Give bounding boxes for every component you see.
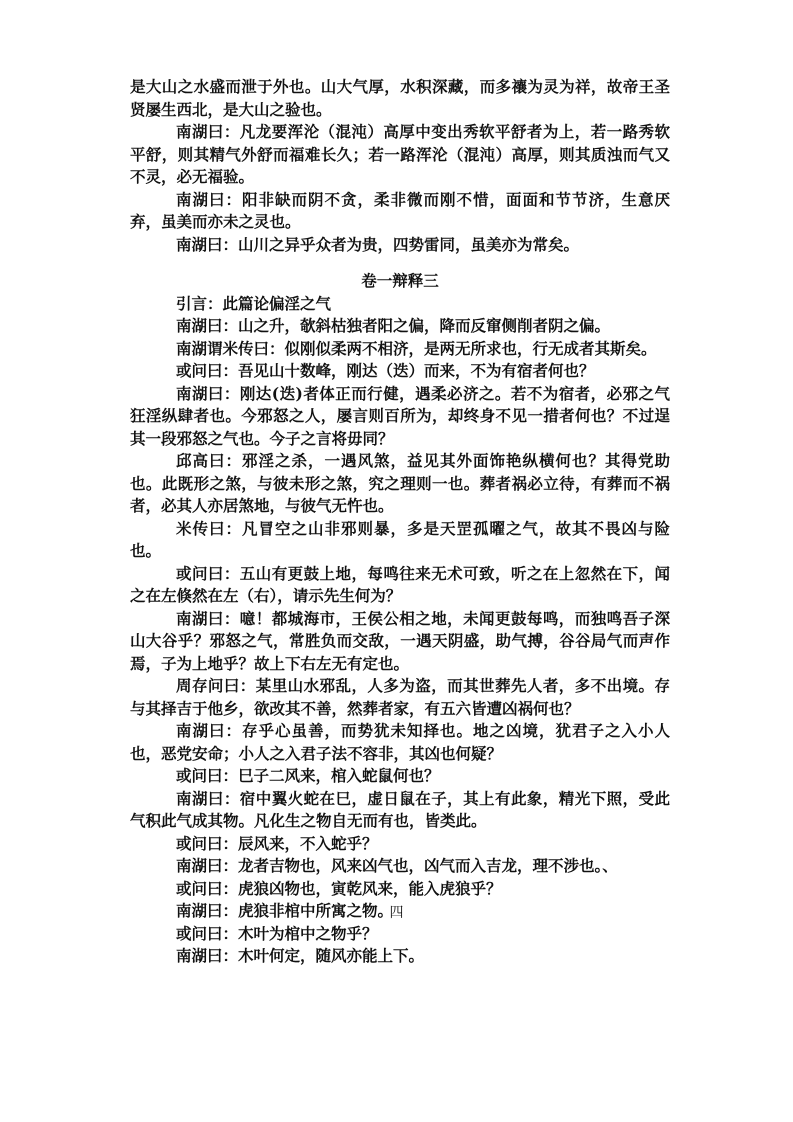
paragraph: 是大山之水盛而泄于外也。山大气厚，水积深藏，而多禳为灵为祥，故帝王圣贤屡生西北，是大山之验也。 <box>130 77 670 119</box>
paragraph: 邱高曰：邪淫之杀，一遇风煞，益见其外面饰艳纵横何也？其得党助也。此既形之煞，与彼未形之煞，究之理则一也。葬者祸必立待，有葬而不祸者，必其人亦居煞地，与彼气无忤也。 <box>130 451 670 515</box>
paragraph: 南湖曰：山川之异乎众者为贵，四势雷同，虽美亦为常矣。 <box>176 234 580 254</box>
paragraph: 或问曰：木叶为棺中之物乎？ <box>176 923 378 943</box>
paragraph: 南湖曰：龙者吉物也，风来凶气也，凶气而入吉龙，理不涉也。、 <box>176 856 618 875</box>
paragraph: 或问曰：辰风来，不入蛇乎？ <box>176 833 378 853</box>
section-title: 卷一辩释三 <box>361 271 439 290</box>
paragraph: 或问曰：巳子二风来，棺入蛇鼠何也？ <box>176 766 440 785</box>
paragraph: 南湖曰：宿中翼火蛇在巳，虚日鼠在子，其上有此象，精光下照，受此气积此气成其物。凡化生之物自无而有也，皆类此。 <box>130 788 670 830</box>
paragraph: 南湖曰：噫！都城海市，王侯公相之地，未闻更鼓每鸣，而独鸣吾子深山大谷乎？邪怒之气，常胜负而交敌，一遇天阴盛，助气搏，谷谷局气而声作焉，子为上地乎？故上下右左无有定也。 <box>130 608 670 673</box>
paragraph: 南湖曰：刚达(迭)者体正而行健，遇柔必济之。若不为宿者，必邪之气狂淫纵肆者也。今邪怒之人，屡言则百所为，却终身不见一措者何也？不过逞其一段邪怒之气也。今子之言将毋同？ <box>130 383 670 448</box>
paragraph: 南湖曰：凡龙要浑沦（混沌）高厚中变出秀软平舒者为上，若一路秀软平舒，则其精气外舒而福难长久；若一路浑沦（混沌）高厚，则其质浊而气又不灵，必无福验。 <box>130 122 670 186</box>
paragraph-intro: 引言：此篇论偏淫之气 <box>176 293 332 313</box>
paragraph: 南湖曰：木叶何定，随风亦能上下。 <box>176 946 425 965</box>
paragraph: 米传曰：凡冒空之山非邪则暴，多是天罡孤曜之气，故其不畏凶与险也。 <box>130 518 670 560</box>
paragraph: 周存问曰：某里山水邪乱，人多为盗，而其世葬先人者，多不出境。存与其择吉于他乡，欲改其不善，然葬者家，有五六皆遭凶祸何也？ <box>130 676 670 718</box>
page-number: 四 <box>389 905 404 921</box>
paragraph: 或问曰：虎狼凶物也，寅乾风来，能入虎狼乎？ <box>176 878 502 898</box>
paragraph: 或问曰：五山有更鼓上地，每鸣往来无术可致，听之在上忽然在下，闻之在左倏然在左（右），请示先生何为？ <box>130 563 670 605</box>
paragraph: 南湖曰：存乎心虽善，而势犹未知择也。地之凶境，犹君子之入小人也，恶党安命；小人之入君子法不容非，其凶也何疑？ <box>130 721 670 763</box>
paragraph: 南湖曰：山之升，欹斜枯独者阳之偏，降而反窜侧削者阴之偏。 <box>176 316 611 335</box>
document-body <box>130 76 670 968</box>
paragraph: 或问曰：吾见山十数峰，刚达（迭）而来，不为有宿者何也？ <box>176 361 595 380</box>
paragraph: 南湖曰：阳非缺而阴不贪，柔非微而刚不惜，面面和节节济，生意厌弃，虽美而亦未之灵也。 <box>130 189 670 231</box>
paragraph: 南湖谓米传曰：似刚似柔两不相济，是两无所求也，行无成者其斯矣。 <box>176 338 657 358</box>
paragraph: 南湖曰：虎狼非棺中所寓之物。 <box>176 901 394 920</box>
